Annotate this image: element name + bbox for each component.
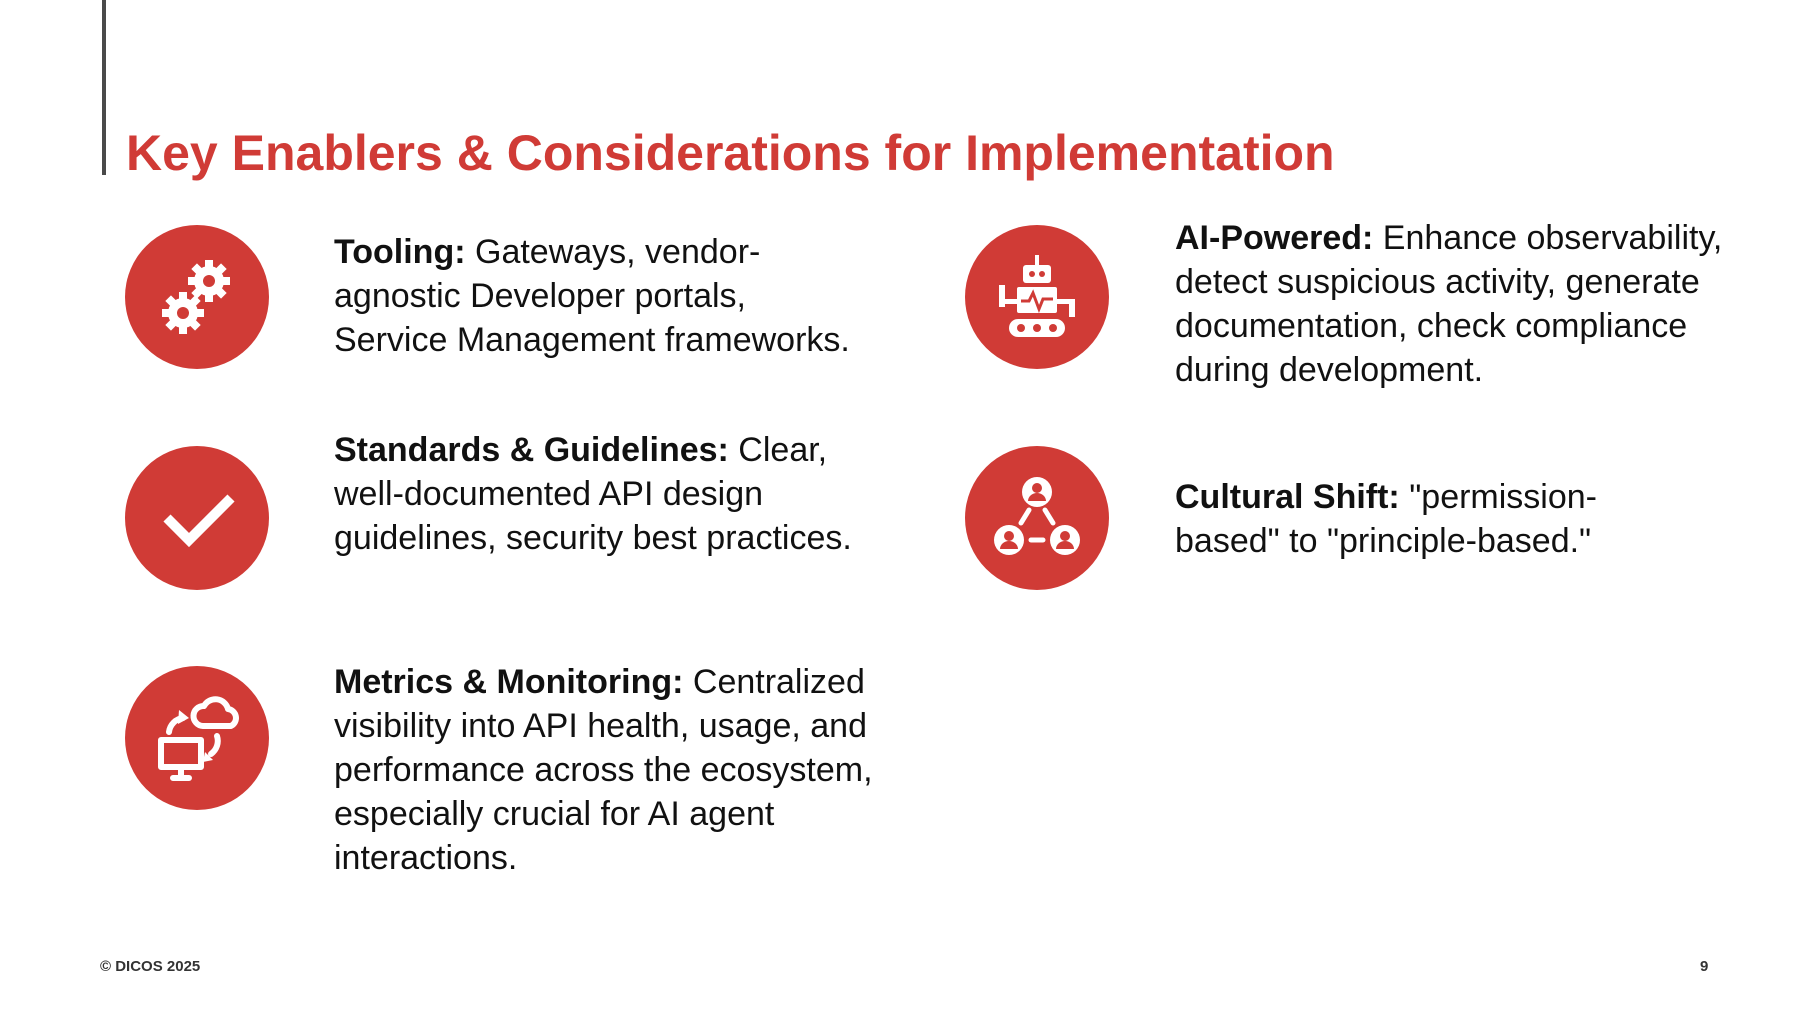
item-description: "permission-based" to "principle-based." (1175, 478, 1597, 560)
item-description: Gateways, vendor-agnostic Developer portals, Service Management frameworks. (334, 233, 850, 359)
slide-title: Key Enablers & Considerations for Implementation (126, 125, 1335, 181)
item-label: Cultural Shift: (1175, 478, 1400, 516)
ai-powered-item (1175, 216, 1775, 392)
checkmark-icon (125, 446, 269, 590)
cloud-sync-icon (125, 666, 269, 810)
title-accent-bar (102, 0, 106, 175)
people-network-icon (965, 446, 1109, 590)
item-label: AI-Powered: (1175, 219, 1374, 257)
item-label: Tooling: (334, 233, 466, 271)
item-description: Enhance observability, detect suspicious activity, generate documentation, check compliance during development. (1175, 219, 1723, 389)
item-label: Metrics & Monitoring: (334, 663, 684, 701)
metrics-item (334, 660, 874, 880)
tooling-item (334, 230, 864, 362)
footer-copyright: © DICOS 2025 (100, 958, 201, 975)
item-description: Centralized visibility into API health, usage, and performance across the ecosystem, especially crucial for AI agent interactions. (334, 663, 873, 877)
page-number: 9 (1700, 958, 1709, 975)
cultural-shift-item (1175, 475, 1695, 563)
robot-icon (965, 225, 1109, 369)
standards-item (334, 428, 874, 560)
gears-icon (125, 225, 269, 369)
item-description: Clear, well-documented API design guidelines, security best practices. (334, 431, 852, 557)
item-label: Standards & Guidelines: (334, 431, 729, 469)
